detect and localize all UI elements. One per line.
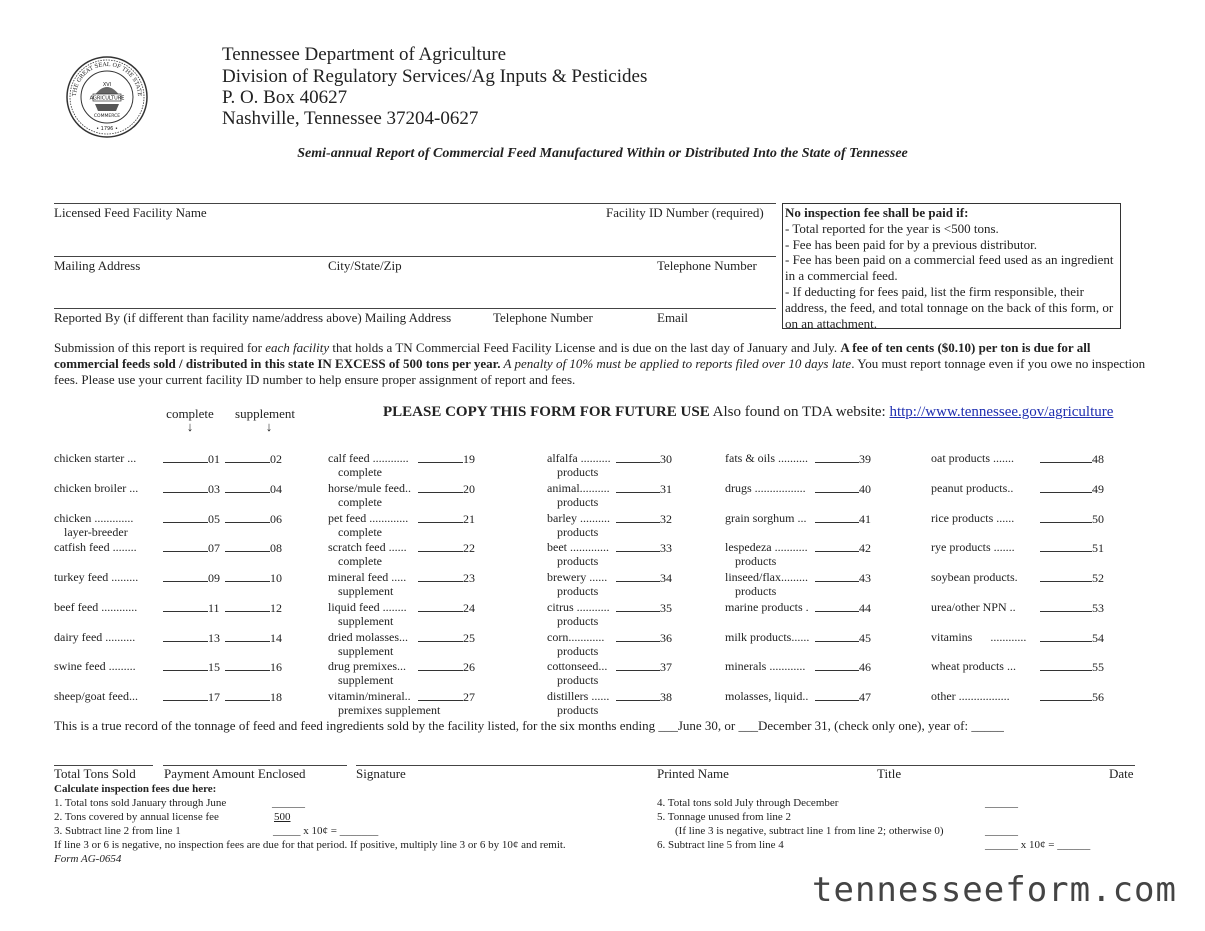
item-code: 42 [859, 541, 871, 556]
tonnage-blank[interactable] [418, 451, 463, 463]
tonnage-entry[interactable] [815, 451, 871, 467]
tonnage-blank[interactable] [815, 689, 859, 701]
tonnage-blank[interactable] [1040, 511, 1092, 523]
feed-item-sublabel: layer-breeder [64, 524, 128, 539]
tonnage-entry[interactable] [418, 659, 475, 675]
item-code: 22 [463, 541, 475, 556]
tonnage-blank[interactable] [418, 630, 463, 642]
tonnage-blank[interactable] [163, 659, 208, 671]
tonnage-entry[interactable] [616, 689, 672, 705]
tonnage-blank[interactable] [418, 659, 463, 671]
form-title: Semi-annual Report of Commercial Feed Manufactured Within or Distributed Into the State of Tennessee [297, 146, 908, 161]
tonnage-blank[interactable] [225, 689, 270, 701]
tonnage-entry[interactable] [225, 511, 282, 527]
tonnage-blank[interactable] [163, 600, 208, 612]
printed-name-label: Printed Name [657, 766, 729, 781]
tonnage-entry[interactable] [616, 481, 672, 497]
item-code: 16 [270, 660, 282, 675]
tonnage-entry[interactable] [815, 600, 871, 616]
tonnage-blank[interactable] [1040, 659, 1092, 671]
tonnage-entry[interactable] [616, 570, 672, 586]
facility-name-line[interactable] [54, 203, 776, 204]
tonnage-entry[interactable] [418, 540, 475, 556]
tonnage-entry[interactable] [225, 600, 282, 616]
calc-line-5-note: (If line 3 is negative, subtract line 1 from line 2; otherwise 0) [675, 825, 944, 837]
facility-name-label: Licensed Feed Facility Name [54, 205, 207, 220]
item-code: 11 [208, 600, 220, 615]
tonnage-blank[interactable] [1040, 451, 1092, 463]
tonnage-entry[interactable] [225, 481, 282, 497]
item-code: 54 [1092, 630, 1104, 645]
tonnage-entry[interactable] [1040, 511, 1104, 527]
calc-line-6-multiply[interactable]: ______ x 10¢ = ______ [985, 839, 1091, 851]
tonnage-blank[interactable] [163, 511, 208, 523]
tonnage-entry[interactable] [1040, 570, 1104, 586]
tonnage-entry[interactable] [163, 451, 220, 467]
item-code: 53 [1092, 600, 1104, 615]
tonnage-blank[interactable] [225, 600, 270, 612]
tonnage-entry[interactable] [418, 630, 475, 646]
item-code: 01 [208, 452, 220, 466]
feed-item-label: chicken starter ... [54, 451, 137, 465]
copy-notice-bold: PLEASE COPY THIS FORM FOR FUTURE USE [383, 404, 710, 420]
tonnage-blank[interactable] [616, 511, 660, 523]
tonnage-entry[interactable] [225, 451, 282, 467]
item-code: 36 [660, 630, 672, 645]
svg-text:COMMERCE: COMMERCE [93, 114, 121, 119]
feed-item-label: corn............ [547, 629, 605, 644]
item-code: 38 [660, 690, 672, 704]
item-code: 45 [859, 630, 871, 645]
signature-line[interactable] [356, 765, 1135, 766]
tonnage-blank[interactable] [225, 511, 270, 523]
tonnage-blank[interactable] [815, 570, 859, 582]
item-code: 15 [208, 660, 220, 675]
feed-item-sublabel: products [557, 554, 599, 569]
item-code: 24 [463, 600, 475, 615]
down-arrow-icon: ↓ [265, 419, 273, 434]
feed-item-label: scratch feed ...... [328, 540, 407, 555]
calc-line-1: 1. Total tons sold January through June [54, 797, 227, 809]
tonnage-blank[interactable] [1040, 600, 1092, 612]
tonnage-blank[interactable] [1040, 630, 1092, 642]
tonnage-blank[interactable] [616, 481, 660, 493]
tonnage-entry[interactable] [225, 540, 282, 556]
tonnage-entry[interactable] [418, 511, 475, 527]
item-code: 02 [270, 452, 282, 466]
true-record-statement: This is a true record of the tonnage of feed and feed ingredients sold by the facility listed, for the six months ending ___June 30, or ___December 31, (check only one), year of: _____ [54, 718, 1004, 733]
feed-item-sublabel: products [557, 524, 599, 539]
item-code: 52 [1092, 571, 1104, 585]
tda-website-link[interactable]: http://www.tennessee.gov/agriculture [889, 404, 1114, 420]
tonnage-blank[interactable] [616, 630, 660, 642]
tonnage-blank[interactable] [1040, 570, 1092, 582]
tonnage-blank[interactable] [225, 481, 270, 493]
title-label: Title [877, 766, 902, 781]
feed-item-label: rice products ...... [931, 510, 1015, 525]
feed-item-label: pet feed ............. [328, 510, 409, 525]
feed-item-label: linseed/flax......... [725, 570, 808, 584]
item-code: 43 [859, 571, 871, 585]
feed-item-sublabel: products [557, 584, 599, 598]
no-fee-line: - Total reported for the year is <500 tons. [785, 220, 999, 236]
feed-item-label: barley .......... [547, 510, 610, 525]
tonnage-blank[interactable] [225, 659, 270, 671]
mailing-address-label: Mailing Address [54, 258, 141, 273]
tonnage-blank[interactable] [616, 689, 660, 701]
reported-by-label: Reported By (if different than facility name/address above) Mailing Address [54, 310, 452, 325]
feed-item-label: marine products . [725, 599, 809, 614]
watermark: tennesseeform.com [812, 870, 1177, 910]
feed-item-sublabel: products [735, 554, 777, 569]
tonnage-entry[interactable] [225, 630, 282, 646]
tonnage-entry[interactable] [815, 481, 871, 497]
tonnage-entry[interactable] [616, 540, 672, 556]
reported-by-line[interactable] [54, 308, 776, 309]
tonnage-entry[interactable] [616, 600, 672, 616]
tonnage-entry[interactable] [163, 511, 220, 527]
tonnage-blank[interactable] [225, 451, 270, 463]
form-number: Form AG-0654 [54, 853, 122, 865]
tonnage-entry[interactable] [1040, 540, 1104, 556]
submission-text: . You must report tonnage even if you owe no inspection fees. Please use your current facility ID number to help ensure proper assignment of report and fees. [54, 355, 1146, 387]
copy-notice [383, 404, 1113, 421]
feed-item-label: sheep/goat feed... [54, 689, 138, 703]
feed-item-label: lespedeza ........... [725, 540, 808, 555]
feed-item-label: other ................. [931, 689, 1010, 703]
item-code: 39 [859, 452, 871, 466]
svg-text:AGRICULTURE: AGRICULTURE [89, 95, 125, 102]
feed-item-label: peanut products.. [931, 480, 1014, 495]
tonnage-blank[interactable] [163, 570, 208, 582]
tonnage-blank[interactable] [418, 600, 463, 612]
calc-heading: Calculate inspection fees due here: [54, 783, 217, 795]
tonnage-entry[interactable] [1040, 600, 1104, 616]
feed-item-sublabel: supplement [338, 613, 394, 628]
submission-text: that holds a TN Commercial Feed Facility License and is due on the last day of January and July. [329, 340, 841, 355]
tonnage-entry[interactable] [815, 659, 871, 675]
tonnage-blank[interactable] [163, 689, 208, 701]
svg-text:THE GREAT SEAL OF THE STATE: THE GREAT SEAL OF THE STATE [71, 61, 143, 97]
calc-line-4: 4. Total tons sold July through December [657, 797, 839, 809]
calc-note: If line 3 or 6 is negative, no inspection fees are due for that period. If positive, multiply line 3 or 6 by 10¢ and remit. [54, 839, 566, 851]
feed-item-label: urea/other NPN .. [931, 599, 1016, 614]
calc-line-2-value: 500 [274, 811, 291, 823]
facility-id-label: Facility ID Number (required) [606, 205, 764, 220]
tonnage-entry[interactable] [1040, 630, 1104, 646]
telephone2-label: Telephone Number [493, 310, 593, 325]
item-code: 55 [1092, 660, 1104, 675]
header-city: Nashville, Tennessee 37204-0627 [222, 108, 479, 129]
header-pobox: P. O. Box 40627 [222, 87, 348, 108]
no-fee-line: - Fee has been paid for by a previous distributor. [785, 236, 1037, 252]
feed-item-label: chicken broiler ... [54, 480, 139, 495]
feed-item-sublabel: products [557, 613, 599, 628]
item-code: 21 [463, 511, 475, 526]
feed-item-label: dried molasses... [328, 629, 408, 644]
tonnage-blank[interactable] [418, 540, 463, 552]
item-code: 14 [270, 630, 282, 645]
date-label: Date [1109, 766, 1134, 781]
feed-item-label: fats & oils .......... [725, 451, 808, 465]
item-code: 23 [463, 571, 475, 585]
item-code: 26 [463, 660, 475, 675]
state-seal-logo [66, 56, 148, 138]
item-code: 56 [1092, 690, 1104, 704]
tonnage-blank[interactable] [1040, 481, 1092, 493]
fee-statement: A fee of ten cents ($0.10) per ton is due for all commercial feeds sold / distributed in this state IN EXCESS of 500 tons per year. [54, 340, 1091, 371]
calc-line-2: 2. Tons covered by annual license fee [54, 811, 219, 823]
tonnage-blank[interactable] [225, 540, 270, 552]
item-code: 30 [660, 452, 672, 466]
feed-item-label: cottonseed... [547, 659, 608, 674]
feed-item-sublabel: products [557, 643, 599, 658]
copy-notice-text: Also found on TDA website: [709, 404, 890, 420]
item-code: 32 [660, 511, 672, 526]
tonnage-blank[interactable] [815, 511, 859, 523]
tonnage-blank[interactable] [163, 540, 208, 552]
payment-label: Payment Amount Enclosed [164, 766, 306, 781]
feed-item-label: brewery ...... [547, 570, 608, 584]
tonnage-entry[interactable] [225, 689, 282, 705]
item-code: 37 [660, 660, 672, 675]
item-code: 05 [208, 511, 220, 526]
feed-item-label: drugs ................. [725, 480, 806, 495]
tonnage-blank[interactable] [616, 659, 660, 671]
feed-item-label: distillers ...... [547, 689, 610, 703]
item-code: 27 [463, 690, 475, 704]
item-code: 06 [270, 511, 282, 526]
tonnage-entry[interactable] [163, 570, 220, 586]
feed-item-sublabel: products [557, 703, 599, 717]
tonnage-entry[interactable] [1040, 689, 1104, 705]
tonnage-entry[interactable] [163, 540, 220, 556]
feed-item-sublabel: products [557, 494, 599, 509]
tonnage-blank[interactable] [1040, 689, 1092, 701]
item-code: 17 [208, 690, 220, 704]
feed-item-label: vitamins ............ [931, 629, 1027, 644]
tonnage-entry[interactable] [1040, 659, 1104, 675]
tonnage-blank[interactable] [418, 481, 463, 493]
tonnage-blank[interactable] [225, 570, 270, 582]
header-department: Tennessee Department of Agriculture [222, 44, 507, 65]
down-arrow-icon: ↓ [186, 419, 194, 434]
tonnage-blank[interactable] [616, 600, 660, 612]
tonnage-entry[interactable] [163, 481, 220, 497]
penalty-statement: A penalty of 10% must be applied to reports filed over 10 days late [500, 355, 852, 371]
item-code: 07 [208, 541, 220, 556]
tonnage-blank[interactable] [616, 570, 660, 582]
feed-item-label: liquid feed ........ [328, 599, 407, 614]
tonnage-entry[interactable] [418, 570, 475, 586]
tonnage-entry[interactable] [616, 511, 672, 527]
item-code: 13 [208, 630, 220, 645]
submission-paragraph [54, 340, 1154, 387]
item-code: 31 [660, 481, 672, 496]
tonnage-entry[interactable] [163, 600, 220, 616]
item-code: 41 [859, 511, 871, 526]
tonnage-entry[interactable] [1040, 451, 1104, 467]
feed-item-sublabel: products [557, 673, 599, 688]
tonnage-entry[interactable] [418, 689, 475, 705]
tonnage-blank[interactable] [815, 481, 859, 493]
tonnage-entry[interactable] [815, 540, 871, 556]
feed-item-sublabel: complete [338, 554, 382, 569]
item-code: 48 [1092, 452, 1104, 466]
item-code: 50 [1092, 511, 1104, 526]
complete-column-header: complete [166, 406, 214, 421]
tonnage-entry[interactable] [616, 659, 672, 675]
feed-item-label: mineral feed ..... [328, 570, 407, 584]
tonnage-entry[interactable] [616, 630, 672, 646]
feed-item-label: citrus ........... [547, 599, 610, 614]
tonnage-entry[interactable] [418, 451, 475, 467]
feed-item-sublabel: products [557, 465, 599, 479]
feed-item-label: dairy feed .......... [54, 629, 136, 644]
tonnage-blank[interactable] [1040, 540, 1092, 552]
tonnage-blank[interactable] [815, 630, 859, 642]
tonnage-entry[interactable] [1040, 481, 1104, 497]
tonnage-blank[interactable] [815, 451, 859, 463]
item-code: 35 [660, 600, 672, 615]
calc-line-5-field[interactable]: ______ [985, 825, 1018, 837]
feed-item-sublabel: supplement [338, 643, 394, 658]
tonnage-blank[interactable] [616, 540, 660, 552]
item-code: 49 [1092, 481, 1104, 496]
feed-item-label: beet ............. [547, 540, 609, 555]
feed-item-label: wheat products ... [931, 659, 1016, 674]
supplement-column-header: supplement [235, 406, 295, 421]
tonnage-entry[interactable] [418, 600, 475, 616]
tonnage-entry[interactable] [815, 630, 871, 646]
feed-item-sublabel: complete [338, 524, 382, 539]
item-code: 25 [463, 630, 475, 645]
feed-item-sublabel: products [735, 584, 777, 598]
tonnage-blank[interactable] [163, 630, 208, 642]
no-fee-box [782, 203, 1121, 329]
tonnage-entry[interactable] [815, 570, 871, 586]
item-code: 18 [270, 690, 282, 704]
feed-item-label: drug premixes... [328, 659, 406, 674]
tonnage-entry[interactable] [418, 481, 475, 497]
tonnage-entry[interactable] [163, 689, 220, 705]
tonnage-blank[interactable] [815, 600, 859, 612]
feed-item-sublabel: complete [338, 494, 382, 509]
feed-item-label: swine feed ......... [54, 659, 136, 674]
item-code: 19 [463, 452, 475, 466]
email-label: Email [657, 310, 689, 325]
item-code: 51 [1092, 541, 1104, 556]
item-code: 46 [859, 660, 871, 675]
feed-item-label: milk products...... [725, 629, 810, 644]
tonnage-entry[interactable] [616, 451, 672, 467]
tonnage-entry[interactable] [163, 630, 220, 646]
feed-item-sublabel: complete [338, 465, 382, 479]
feed-item-label: soybean products. [931, 570, 1018, 584]
tonnage-entry[interactable] [163, 659, 220, 675]
tonnage-blank[interactable] [815, 659, 859, 671]
feed-item-label: minerals ............ [725, 659, 806, 674]
header-division: Division of Regulatory Services/Ag Inputs & Pesticides [222, 66, 648, 87]
item-code: 09 [208, 571, 220, 585]
tonnage-blank[interactable] [418, 570, 463, 582]
item-code: 47 [859, 690, 871, 704]
calc-line-5: 5. Tonnage unused from line 2 [657, 811, 792, 823]
telephone-label: Telephone Number [657, 258, 757, 273]
feed-item-label: oat products ....... [931, 451, 1014, 465]
tonnage-blank[interactable] [163, 451, 208, 463]
feed-item-label: molasses, liquid.. [725, 689, 809, 703]
feed-item-sublabel: supplement [338, 673, 394, 688]
calc-line-3-multiply[interactable]: _____ x 10¢ = _______ [273, 825, 379, 837]
feed-item-label: turkey feed ......... [54, 570, 139, 584]
no-fee-line: - If deducting for fees paid, list the firm responsible, their address, the feed, and total tonnage on the back of this form, or on an attachment. [785, 283, 1114, 331]
tonnage-blank[interactable] [418, 689, 463, 701]
item-code: 04 [270, 481, 282, 496]
signature-label: Signature [356, 766, 406, 781]
item-code: 33 [660, 541, 672, 556]
feed-item-label: vitamin/mineral.. [328, 689, 411, 703]
tonnage-entry[interactable] [815, 689, 871, 705]
tonnage-entry[interactable] [225, 659, 282, 675]
feed-item-label: chicken ............. [54, 510, 134, 525]
tonnage-blank[interactable] [616, 451, 660, 463]
feed-item-sublabel: supplement [338, 584, 394, 598]
feed-item-sublabel: premixes supplement [338, 703, 441, 717]
item-code: 40 [859, 481, 871, 496]
item-code: 20 [463, 481, 475, 496]
calc-line-6: 6. Subtract line 5 from line 4 [657, 839, 784, 851]
calc-line-3: 3. Subtract line 2 from line 1 [54, 825, 181, 837]
feed-item-label: horse/mule feed.. [328, 480, 411, 495]
no-fee-heading: No inspection fee shall be paid if: [785, 205, 969, 220]
no-fee-line: - Fee has been paid on a commercial feed used as an ingredient in a commercial feed. [785, 252, 1114, 284]
city-state-zip-label: City/State/Zip [328, 258, 402, 273]
feed-item-label: catfish feed ........ [54, 540, 137, 555]
tonnage-entry[interactable] [815, 511, 871, 527]
feed-item-label: beef feed ............ [54, 599, 138, 614]
feed-item-label: alfalfa .......... [547, 451, 611, 465]
item-code: 34 [660, 571, 672, 585]
item-code: 12 [270, 600, 282, 615]
item-code: 08 [270, 541, 282, 556]
svg-text:• 1796 •: • 1796 • [96, 126, 118, 132]
feed-item-label: calf feed ............ [328, 451, 409, 465]
calc-line-4-field[interactable]: ______ [985, 797, 1018, 809]
feed-item-label: animal.......... [547, 480, 610, 495]
tonnage-entry[interactable] [225, 570, 282, 586]
calc-line-1-field[interactable]: ______ [272, 797, 305, 809]
svg-text:XVI: XVI [102, 82, 112, 88]
submission-text: Submission of this report is required for [54, 340, 266, 355]
feed-item-label: rye products ....... [931, 540, 1015, 555]
item-code: 10 [270, 571, 282, 585]
tonnage-blank[interactable] [418, 511, 463, 523]
submission-emphasis: each facility [265, 340, 330, 355]
feed-item-label: grain sorghum ... [725, 510, 807, 525]
tonnage-blank[interactable] [225, 630, 270, 642]
total-tons-label: Total Tons Sold [54, 766, 136, 781]
item-code: 44 [859, 600, 871, 615]
item-code: 03 [208, 481, 220, 496]
mailing-address-line[interactable] [54, 256, 776, 257]
tonnage-blank[interactable] [163, 481, 208, 493]
tonnage-blank[interactable] [815, 540, 859, 552]
